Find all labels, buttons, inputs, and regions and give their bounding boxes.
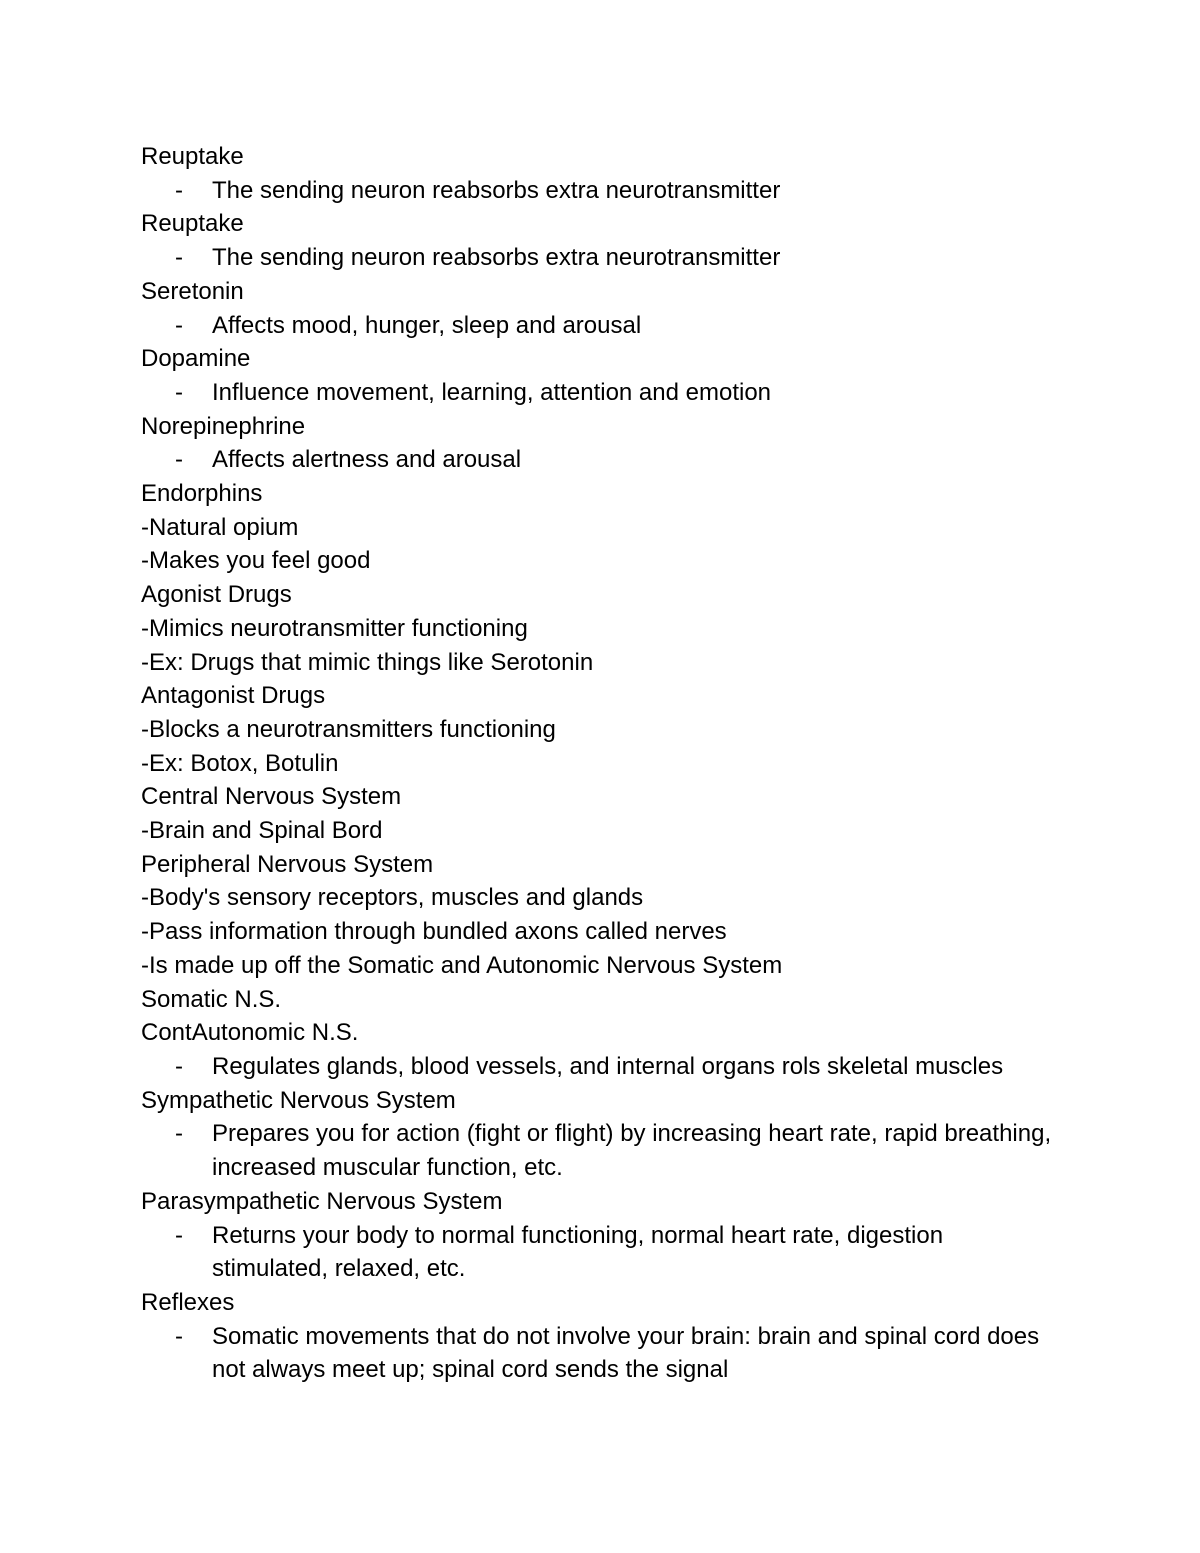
section-heading: Endorphins [141,480,263,508]
bullet-item [141,309,1101,343]
section-heading: Somatic N.S. [141,985,282,1013]
section-heading: Seretonin [141,277,244,305]
note-line: -Body's sensory receptors, muscles and glands [141,884,644,912]
note-line: -Mimics neurotransmitter functioning [141,614,528,642]
bullet-dash: - [175,176,183,204]
bullet-text: The sending neuron reabsorbs extra neurotransmitter [212,244,781,272]
note-line: -Brain and Spinal Bord [141,817,383,845]
section-heading: Reuptake [141,143,244,170]
bullet-item [141,1050,1101,1084]
note-line: -Blocks a neurotransmitters functioning [141,715,556,743]
section-heading: Antagonist Drugs [141,682,326,710]
bullet-dash: - [175,378,183,406]
bullet-text: Prepares you for action (fight or flight) by increasing heart rate, rapid breathing, increased muscular function, etc. [212,1120,1052,1182]
bullet-text: Returns your body to normal functioning, normal heart rate, digestion stimulated, relaxed, etc. [212,1221,944,1283]
section-heading: Reflexes [141,1288,235,1316]
note-line: -Natural opium [141,513,299,541]
bullet-item [141,1117,1101,1184]
note-line: -Ex: Botox, Botulin [141,749,339,777]
bullet-item [141,443,1101,477]
note-line: -Pass information through bundled axons called nerves [141,918,727,946]
bullet-item [141,1219,1101,1286]
section-heading: Norepinephrine [141,412,306,440]
document-body [141,140,1101,1387]
bullet-item [141,376,1101,410]
bullet-item [141,241,1101,275]
section-heading: Parasympathetic Nervous System [141,1187,503,1215]
bullet-dash: - [175,244,183,272]
note-line: -Makes you feel good [141,547,371,575]
section-heading: Peripheral Nervous System [141,850,434,878]
note-line: -Ex: Drugs that mimic things like Serotonin [141,648,594,676]
section-heading: ContAutonomic N.S. [141,1019,359,1047]
bullet-item [141,1320,1101,1387]
note-line: -Is made up off the Somatic and Autonomic Nervous System [141,951,783,979]
bullet-text: Affects alertness and arousal [212,446,522,474]
bullet-text: Somatic movements that do not involve your brain: brain and spinal cord does not always meet up; spinal cord sends the signal [212,1322,1040,1384]
bullet-dash: - [175,311,183,339]
section-heading: Sympathetic Nervous System [141,1086,456,1114]
bullet-text: The sending neuron reabsorbs extra neurotransmitter [212,176,781,204]
bullet-dash: - [175,1052,183,1080]
section-heading: Agonist Drugs [141,581,292,609]
bullet-text: Affects mood, hunger, sleep and arousal [212,311,642,339]
bullet-dash: - [175,446,183,474]
bullet-dash: - [175,1322,183,1350]
bullet-dash: - [175,1120,183,1148]
bullet-text: Regulates glands, blood vessels, and internal organs rols skeletal muscles [212,1052,1004,1080]
section-heading: Central Nervous System [141,783,402,811]
bullet-text: Influence movement, learning, attention and emotion [212,378,772,406]
section-heading: Reuptake [141,210,244,238]
section-heading: Dopamine [141,345,251,373]
bullet-dash: - [175,1221,183,1249]
bullet-item [141,174,1101,208]
